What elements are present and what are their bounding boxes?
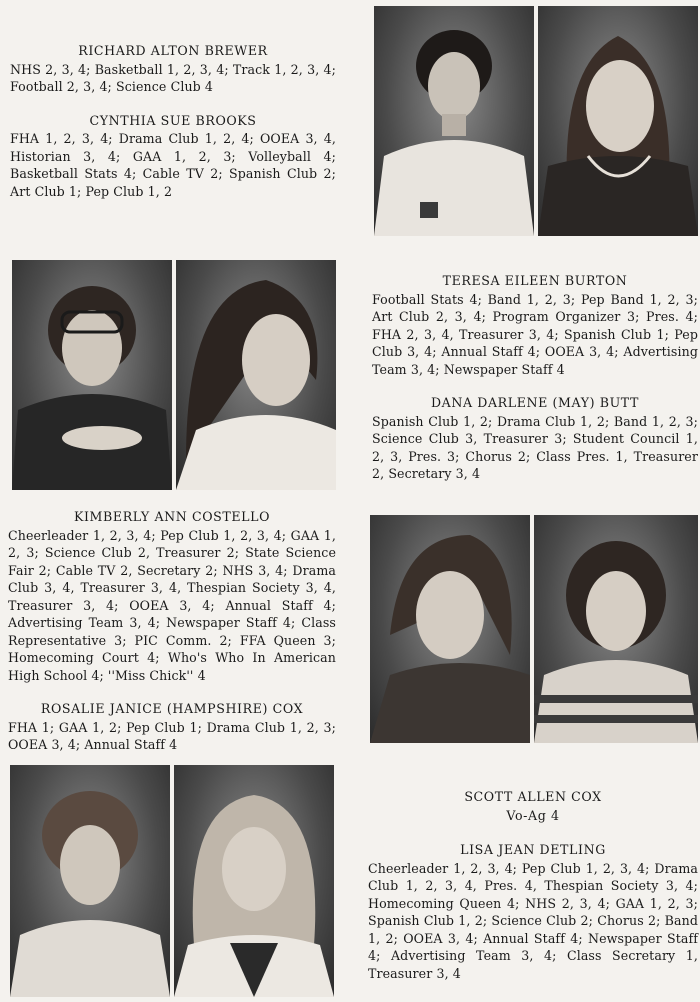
student-name: DANA DARLENE (MAY) BUTT: [430, 395, 640, 410]
student-name: LISA JEAN DETLING: [460, 842, 606, 857]
portrait-photo-lisa-detling: [174, 765, 334, 997]
student-name: TERESA EILEEN BURTON: [442, 273, 628, 288]
student-activities: Cheerleader 1, 2, 3, 4; Pep Club 1, 2, 3, 4; GAA 1, 2, 3; Science Club 2, Treasurer 2; State Science Fair 2; Cable TV 2, Secretary 2; NHS 3, 4; Drama Club 3, 4, Treasurer 3, 4, Thespian Society 3, 4, Treasurer 3, 4; OOEA 3, 4; Annual Staff 4; Advertising Team 3, 4; Newspaper Staff 4; Class Representative 3; PIC Comm. 2; FFA Queen 3; Homecoming Court 4; Who's Who In American High School 4; ''Miss Chick'' 4: [8, 527, 336, 683]
student-activities: Vo-Ag 4: [506, 807, 560, 823]
student-name: KIMBERLY ANN COSTELLO: [73, 509, 271, 524]
student-activities: Spanish Club 1, 2; Drama Club 1, 2; Band 1, 2, 3; Science Club 3, Treasurer 3; Student Council 1, 2, 3, Pres. 3; Chorus 2; Class Pres. 1, Treasurer 2, Secretary 3, 4: [372, 413, 698, 481]
student-activities: Cheerleader 1, 2, 3, 4; Pep Club 1, 2, 3, 4; Drama Club 1, 2, 3, 4, Pres. 4, Thespian Society 3, 4; Homecoming Queen 4; NHS 2, 3, 4; GAA 1, 2, 3; Spanish Club 1, 2; Science Club 2; Chorus 2; Band 1, 2; OOEA 3, 4; Annual Staff 4; Newspaper Staff 4; Advertising Team 3, 4; Class Secretary 1, Treasurer 3, 4: [368, 860, 698, 981]
student-entry-teresa-burton: [372, 272, 698, 483]
student-activities: NHS 2, 3, 4; Basketball 1, 2, 3, 4; Track 1, 2, 3, 4; Football 2, 3, 4; Science Club 4: [10, 61, 336, 94]
portrait-photo-teresa-burton: [12, 260, 172, 490]
student-activities: FHA 1, 2, 3, 4; Drama Club 1, 2, 4; OOEA 3, 4, Historian 3, 4; GAA 1, 2, 3; Volleyball 4; Basketball Stats 4; Cable TV 2; Spanish Club 2; Art Club 1; Pep Club 1, 2: [10, 131, 336, 199]
student-name: ROSALIE JANICE (HAMPSHIRE) COX: [40, 701, 304, 716]
student-entry-scott-cox: [368, 788, 698, 982]
portrait-photo-scott-cox: [10, 765, 170, 997]
student-activities: FHA 1; GAA 1, 2; Pep Club 1; Drama Club 1, 2, 3; OOEA 3, 4; Annual Staff 4: [8, 719, 336, 752]
student-activities: Football Stats 4; Band 1, 2, 3; Pep Band 1, 2, 3; Art Club 2, 3, 4; Program Organizer 3; Pres. 4; FHA 2, 3, 4, Treasurer 3, 4; Spanish Club 1; Pep Club 3, 4; Annual Staff 4; OOEA 3, 4; Advertising Team 3, 4; Newspaper Staff 4: [372, 291, 698, 377]
portrait-photo-kimberly-costello: [370, 515, 530, 743]
student-entry-kimberly-costello: [8, 508, 336, 754]
student-name: RICHARD ALTON BREWER: [78, 43, 268, 58]
portrait-photo-rosalie-cox: [534, 515, 698, 743]
portrait-photo-richard-brewer: [374, 6, 534, 236]
student-entry-richard-brewer: [10, 42, 336, 200]
student-name: CYNTHIA SUE BROOKS: [89, 112, 257, 128]
portrait-photo-dana-butt: [176, 260, 336, 490]
portrait-photo-cynthia-brooks: [538, 6, 698, 236]
student-name: SCOTT ALLEN COX: [464, 789, 602, 804]
